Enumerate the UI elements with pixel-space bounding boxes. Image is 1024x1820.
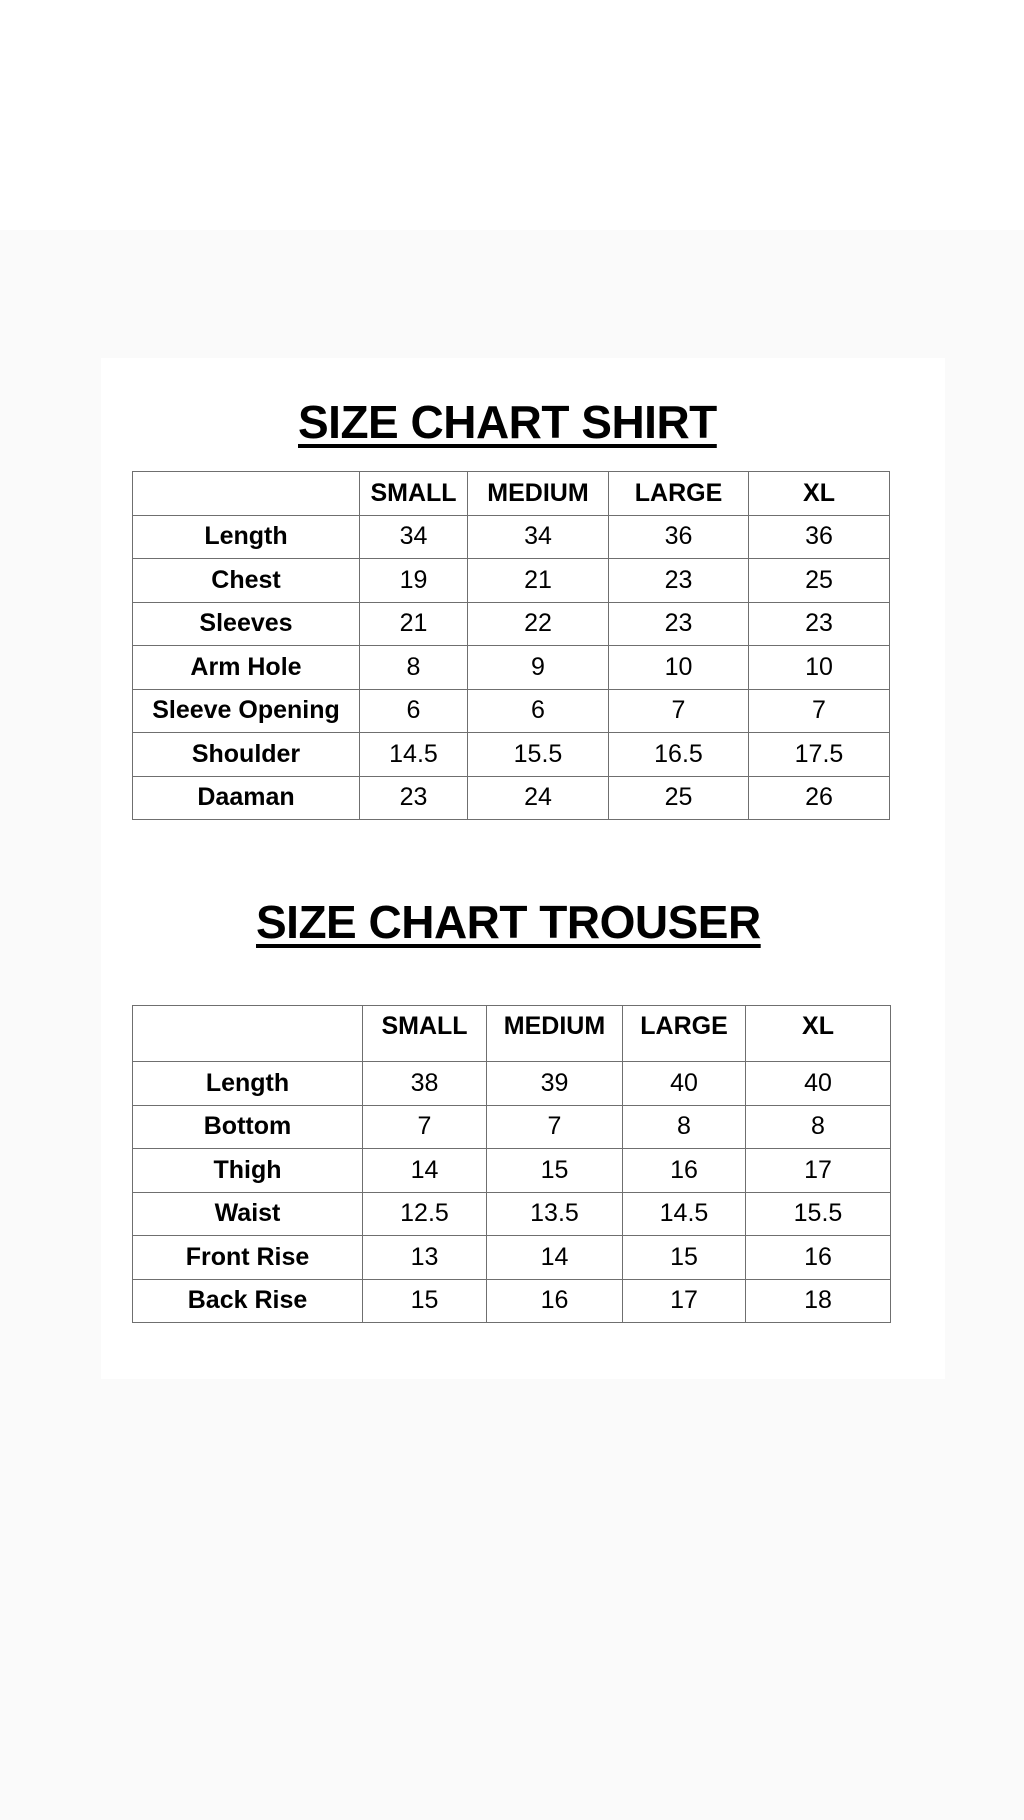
table-cell: 23 (609, 602, 749, 646)
table-cell: 12.5 (363, 1192, 487, 1236)
table-cell: 8 (360, 646, 468, 690)
table-row (133, 1192, 891, 1236)
table-cell: 10 (609, 646, 749, 690)
table-cell: 21 (360, 602, 468, 646)
table-row (133, 1279, 891, 1323)
table-cell: 15.5 (746, 1192, 891, 1236)
row-label: Daaman (133, 776, 360, 820)
table-row (133, 1105, 891, 1149)
table-cell: 8 (623, 1105, 746, 1149)
row-label: Arm Hole (133, 646, 360, 690)
table-cell: 8 (746, 1105, 891, 1149)
header-cell-xl: XL (746, 1006, 891, 1062)
header-cell-small: SMALL (360, 472, 468, 516)
table-row (133, 776, 890, 820)
table-cell: 40 (623, 1062, 746, 1106)
row-label: Sleeves (133, 602, 360, 646)
table-cell: 34 (468, 515, 609, 559)
table-cell: 17 (746, 1149, 891, 1193)
table-cell: 16 (623, 1149, 746, 1193)
table-cell: 25 (749, 559, 890, 603)
row-label: Length (133, 515, 360, 559)
row-label: Thigh (133, 1149, 363, 1193)
table-cell: 7 (609, 689, 749, 733)
header-cell-large: LARGE (609, 472, 749, 516)
header-cell-large: LARGE (623, 1006, 746, 1062)
top-background (0, 0, 1024, 230)
table-cell: 15.5 (468, 733, 609, 777)
row-label: Chest (133, 559, 360, 603)
table-cell: 16.5 (609, 733, 749, 777)
header-cell-xl: XL (749, 472, 890, 516)
row-label: Front Rise (133, 1236, 363, 1280)
table-cell: 17 (623, 1279, 746, 1323)
table-cell: 18 (746, 1279, 891, 1323)
header-cell-empty (133, 472, 360, 516)
table-row (133, 559, 890, 603)
table-cell: 23 (749, 602, 890, 646)
row-label: Shoulder (133, 733, 360, 777)
table-cell: 17.5 (749, 733, 890, 777)
table-cell: 7 (363, 1105, 487, 1149)
table-cell: 40 (746, 1062, 891, 1106)
table-row (133, 733, 890, 777)
header-cell-medium: MEDIUM (487, 1006, 623, 1062)
header-cell-small: SMALL (363, 1006, 487, 1062)
trouser-size-table (132, 1005, 891, 1323)
table-cell: 6 (360, 689, 468, 733)
table-cell: 34 (360, 515, 468, 559)
row-label: Sleeve Opening (133, 689, 360, 733)
table-cell: 14 (363, 1149, 487, 1193)
row-label: Bottom (133, 1105, 363, 1149)
table-cell: 25 (609, 776, 749, 820)
table-cell: 23 (360, 776, 468, 820)
table-cell: 38 (363, 1062, 487, 1106)
table-cell: 36 (609, 515, 749, 559)
table-cell: 16 (487, 1279, 623, 1323)
row-label: Back Rise (133, 1279, 363, 1323)
table-cell: 14 (487, 1236, 623, 1280)
table-cell: 7 (487, 1105, 623, 1149)
table-cell: 10 (749, 646, 890, 690)
row-label: Length (133, 1062, 363, 1106)
table-cell: 15 (623, 1236, 746, 1280)
table-header-row (133, 472, 890, 516)
table-cell: 13.5 (487, 1192, 623, 1236)
header-cell-medium: MEDIUM (468, 472, 609, 516)
trouser-size-chart-title: SIZE CHART TROUSER (256, 896, 761, 948)
table-cell: 7 (749, 689, 890, 733)
table-cell: 15 (487, 1149, 623, 1193)
table-cell: 16 (746, 1236, 891, 1280)
table-cell: 36 (749, 515, 890, 559)
table-cell: 14.5 (360, 733, 468, 777)
shirt-size-chart-title: SIZE CHART SHIRT (298, 396, 717, 448)
table-cell: 19 (360, 559, 468, 603)
table-row (133, 646, 890, 690)
table-row (133, 689, 890, 733)
table-cell: 14.5 (623, 1192, 746, 1236)
table-cell: 9 (468, 646, 609, 690)
table-cell: 39 (487, 1062, 623, 1106)
table-row (133, 602, 890, 646)
table-header-row (133, 1006, 891, 1062)
table-cell: 23 (609, 559, 749, 603)
table-cell: 21 (468, 559, 609, 603)
table-row (133, 1149, 891, 1193)
table-cell: 13 (363, 1236, 487, 1280)
table-cell: 6 (468, 689, 609, 733)
shirt-size-table (132, 471, 890, 820)
table-cell: 24 (468, 776, 609, 820)
table-row (133, 1236, 891, 1280)
table-cell: 22 (468, 602, 609, 646)
row-label: Waist (133, 1192, 363, 1236)
table-row (133, 515, 890, 559)
table-cell: 15 (363, 1279, 487, 1323)
header-cell-empty (133, 1006, 363, 1062)
table-cell: 26 (749, 776, 890, 820)
table-row (133, 1062, 891, 1106)
